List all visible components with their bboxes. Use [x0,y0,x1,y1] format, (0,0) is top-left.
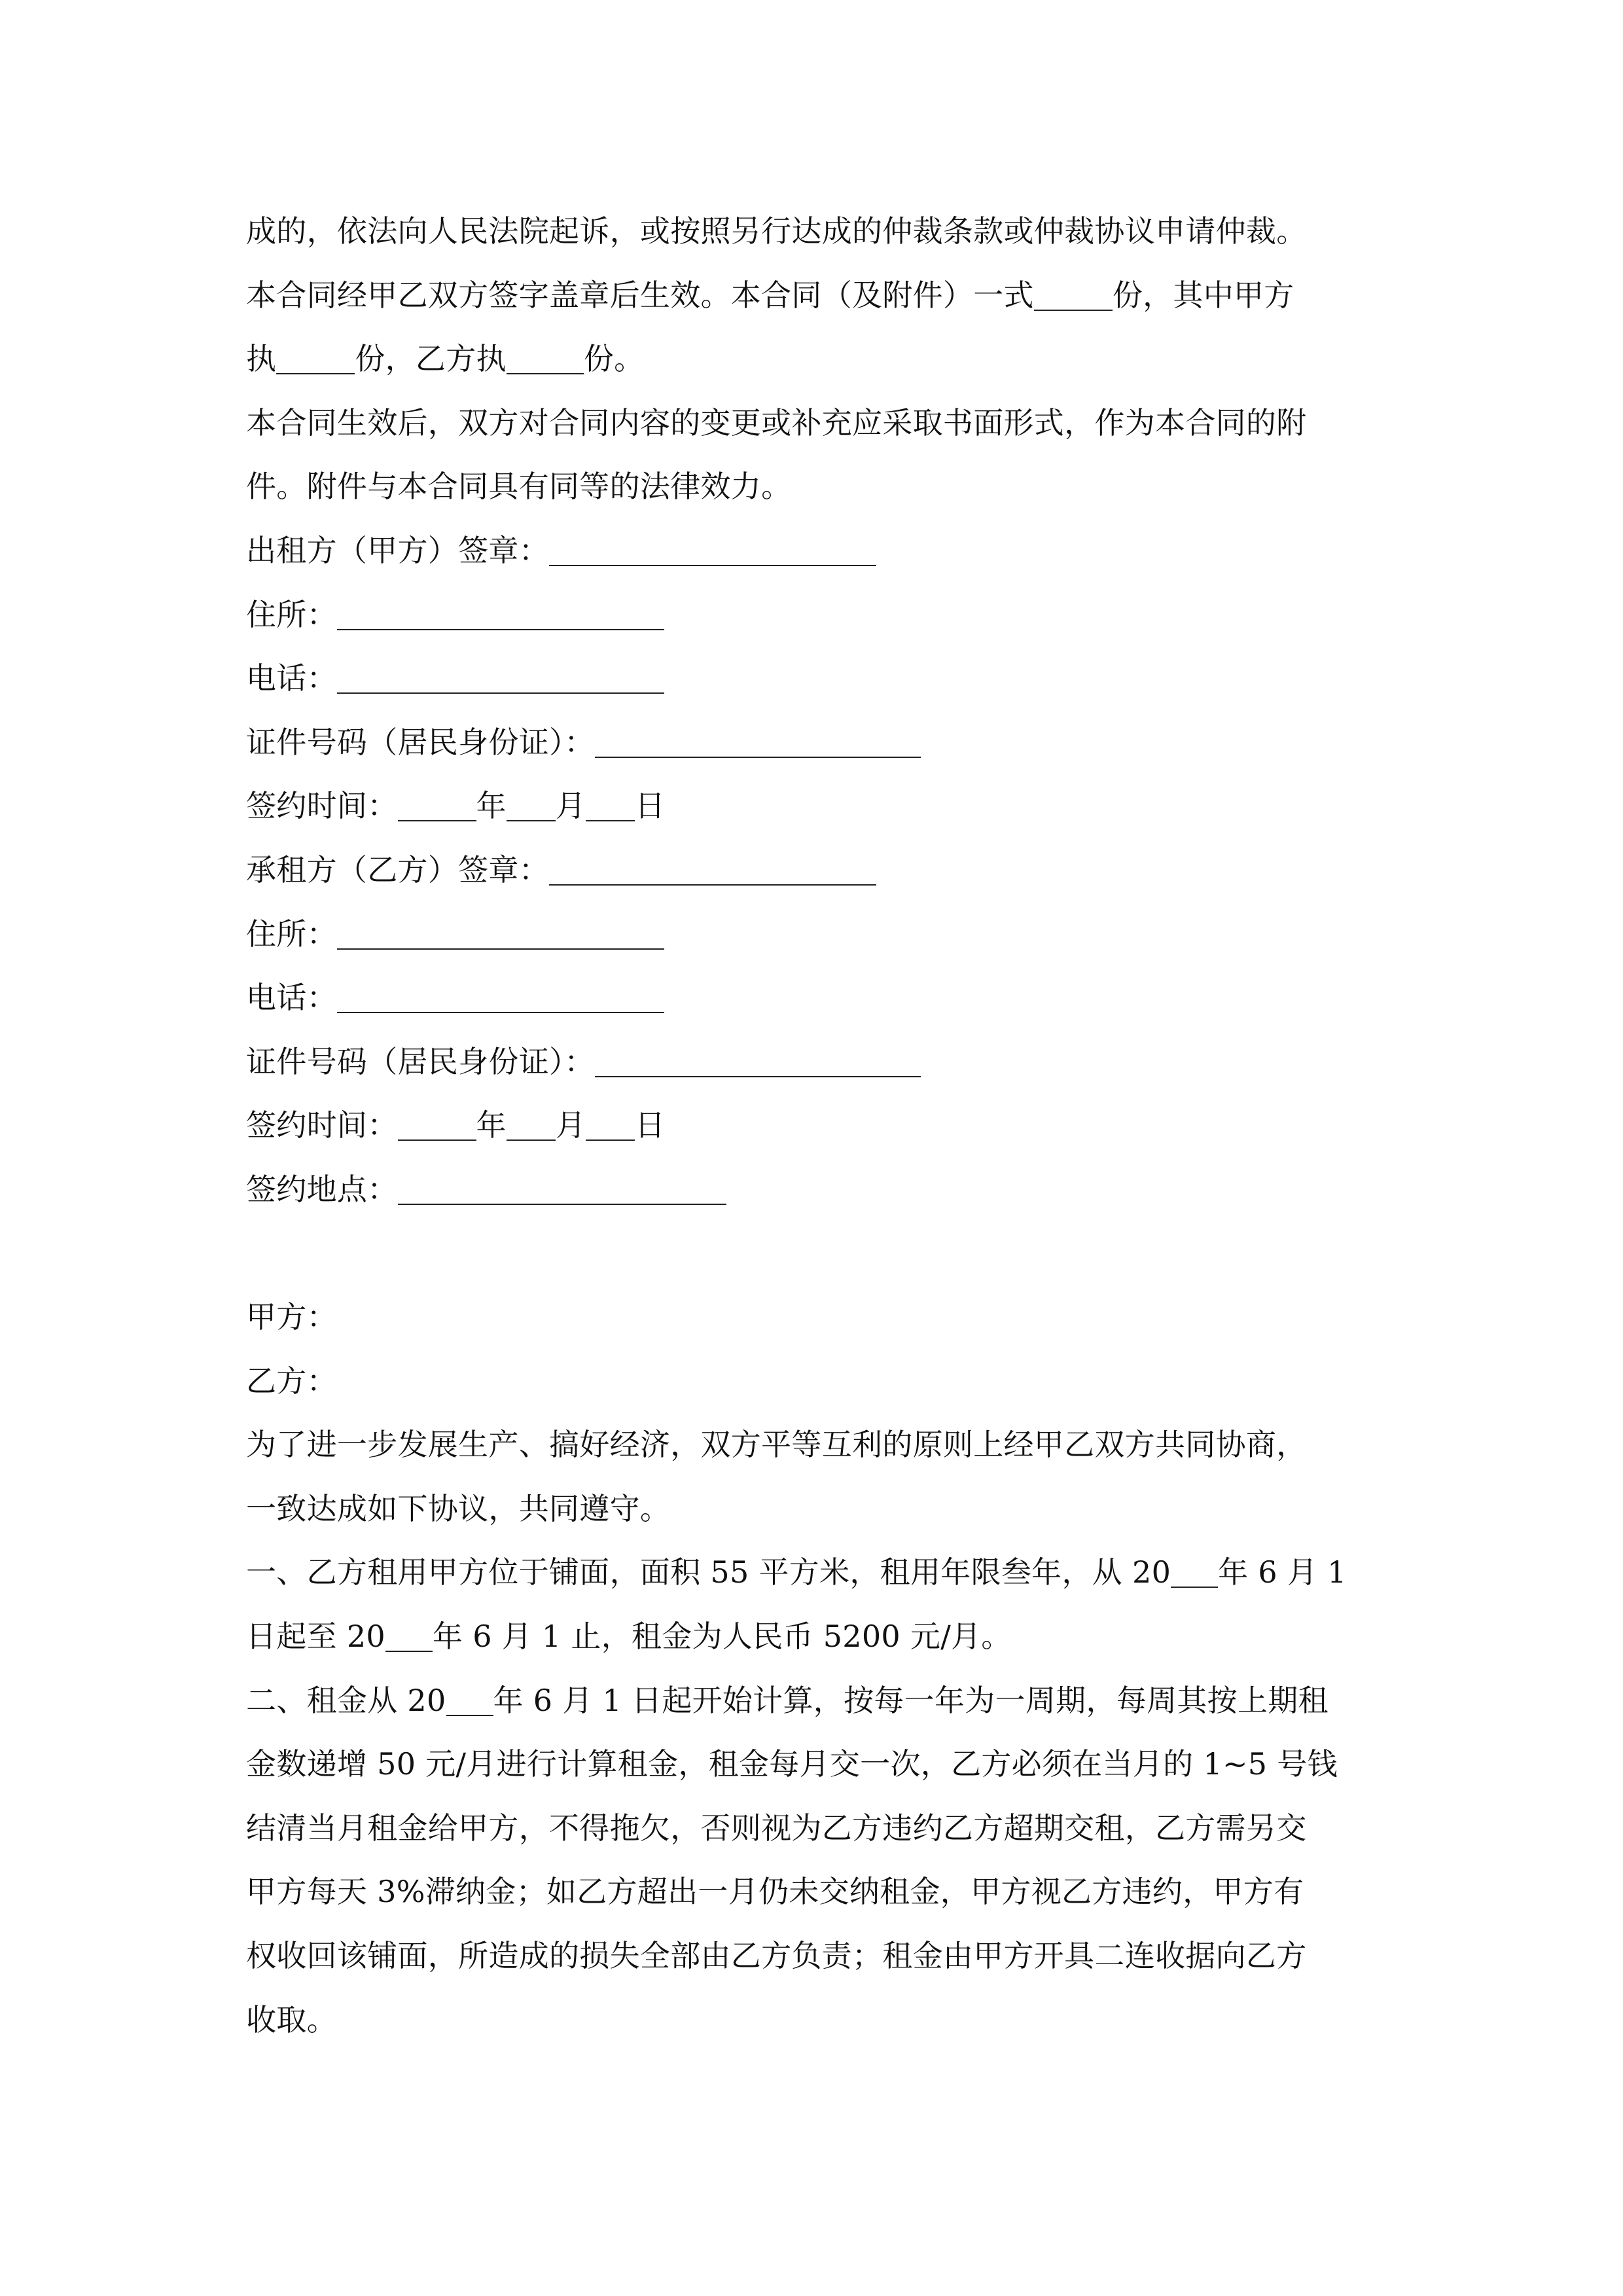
lessee-date-row: 签约时间： 年 月 日 [246,1107,666,1143]
clause-1-line-2: 日起至 20 年 6 月 1 止，租金为人民币 5200 元/月。 [246,1619,1012,1655]
clause-2-line-4: 甲方每天 3%滞纳金；如乙方超出一月仍未交纳租金，甲方视乙方违约，甲方有 [246,1874,1304,1910]
lessee-year-blank[interactable] [398,1109,476,1141]
lessor-month-blank[interactable] [507,790,556,821]
preamble-line-1: 为了进一步发展生产、搞好经济，双方平等互利的原则上经甲乙双方共同协商， [246,1427,1307,1463]
preamble-line-2: 一致达成如下协议，共同遵守。 [246,1490,671,1526]
section-gap [246,1222,1378,1286]
lessee-day-blank[interactable] [586,1109,635,1141]
document-body [246,200,1378,2052]
attachment-line: 件。附件与本合同具有同等的法律效力。 [246,469,792,505]
lessor-address-row: 住所： [246,583,1378,647]
lessor-year-blank[interactable] [398,790,476,821]
lessor-phone-blank[interactable] [337,662,664,694]
lessee-address-row: 住所： [246,903,1378,967]
lessor-signature-row: 出租方（甲方）签章： [246,519,1378,583]
clause-2-line-2: 金数递增 50 元/月进行计算租金，租金每月交一次，乙方必须在当月的 1~5 号钱 [246,1746,1338,1782]
clause-2-line-3: 结清当月租金给甲方，不得拖欠，否则视为乙方违约乙方超期交租，乙方需另交 [246,1810,1307,1846]
lessee-signature-blank[interactable] [549,854,876,886]
lessor-id-row: 证件号码（居民身份证）： [246,711,1378,775]
lessor-signature-blank[interactable] [549,535,876,566]
clause-1-line-1: 一、乙方租用甲方位于铺面，面积 55 平方米，租用年限叁年，从 20 年 6 月 1 [246,1554,1347,1590]
lessor-day-blank[interactable] [586,790,635,821]
lessee-month-blank[interactable] [507,1109,556,1141]
lessor-id-blank[interactable] [595,726,921,758]
signing-place-row: 签约地点： [246,1158,1378,1222]
arbitration-line: 成的，依法向人民法院起诉，或按照另行达成的仲裁条款或仲裁协议申请仲裁。 [246,213,1307,249]
clause-2-line-1: 二、租金从 20 年 6 月 1 日起开始计算，按每一年为一周期，每周其按上期租 [246,1682,1329,1718]
signing-place-blank[interactable] [398,1174,726,1205]
clause-1-end-year-blank[interactable] [385,1621,433,1652]
party-a-copies-blank[interactable] [276,343,355,374]
copies-split-line: 执 份，乙方执 份。 [246,341,645,377]
clause-2-year-blank[interactable] [446,1685,493,1716]
party-b-label-row: 乙方： [246,1363,337,1399]
clause-2-line-5: 权收回该铺面，所造成的损失全部由乙方负责；租金由甲方开具二连收据向乙方 [246,1938,1307,1974]
lessee-id-row: 证件号码（居民身份证）： [246,1030,1378,1094]
lessee-signature-row: 承租方（乙方）签章： [246,838,1378,903]
party-b-copies-blank[interactable] [507,343,584,374]
amendment-line: 本合同生效后，双方对合同内容的变更或补充应采取书面形式，作为本合同的附 [246,404,1307,440]
clause-1-start-year-blank[interactable] [1171,1556,1218,1588]
lessor-phone-row: 电话： [246,647,1378,711]
lessor-date-row: 签约时间： 年 月 日 [246,788,666,824]
lessee-id-blank[interactable] [595,1046,921,1077]
lessee-address-blank[interactable] [337,918,664,950]
lessor-address-blank[interactable] [337,599,664,630]
lessee-phone-blank[interactable] [337,982,664,1013]
clause-2-line-6: 收取。 [246,2001,337,2037]
party-a-label-row: 甲方： [246,1299,337,1335]
copies-line: 本合同经甲乙双方签字盖章后生效。本合同（及附件）一式 份，其中甲方 [246,277,1294,313]
copies-total-blank[interactable] [1034,279,1113,311]
lessee-phone-row: 电话： [246,966,1378,1030]
